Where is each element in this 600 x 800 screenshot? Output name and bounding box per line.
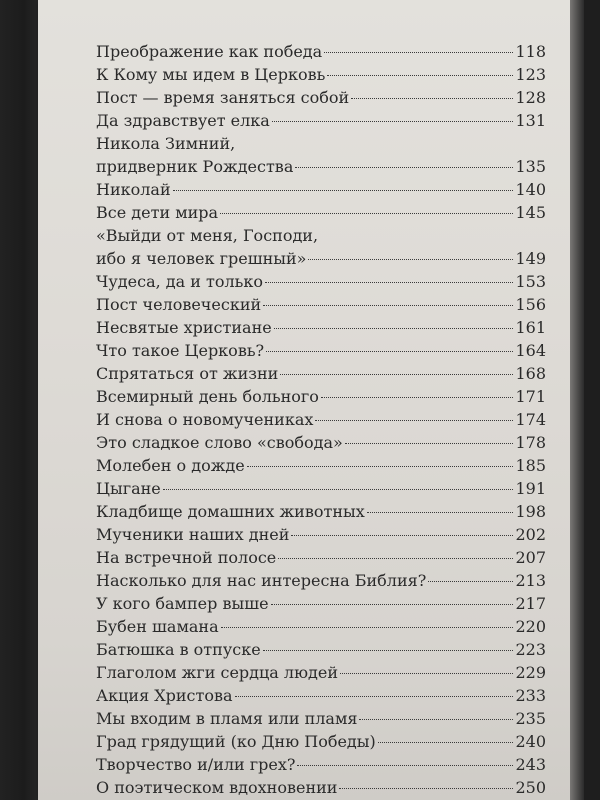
dot-leader <box>272 121 514 122</box>
toc-entry-title: Все дети мира <box>96 203 219 222</box>
toc-entry-page-number: 250 <box>515 778 546 797</box>
dot-leader <box>351 98 513 99</box>
toc-entry <box>96 615 546 638</box>
toc-entry <box>96 178 546 201</box>
toc-entry-title: Бубен шамана <box>96 617 219 636</box>
dot-leader <box>321 397 514 398</box>
toc-entry <box>96 316 546 339</box>
toc-entry-title: И снова о новомучениках <box>96 410 314 429</box>
toc-entry-page-number: 123 <box>515 65 546 84</box>
dot-leader <box>271 604 514 605</box>
toc-entry-title: Кладбище домашних животных <box>96 502 365 521</box>
toc-entry <box>96 730 546 753</box>
toc-entry-title: Николай <box>96 180 171 199</box>
toc-entry-page-number: 235 <box>515 709 546 728</box>
dot-leader <box>220 213 513 214</box>
toc-entry <box>96 500 546 523</box>
toc-entry-page-number: 229 <box>515 663 546 682</box>
toc-entry <box>96 546 546 569</box>
toc-entry <box>96 339 546 362</box>
toc-entry-title: Цыгане <box>96 479 161 498</box>
toc-entry <box>96 523 546 546</box>
toc-entry <box>96 592 546 615</box>
toc-entry-page-number: 164 <box>515 341 546 360</box>
dot-leader <box>274 328 514 329</box>
dot-leader <box>263 650 514 651</box>
toc-entry-title: Батюшка в отпуске <box>96 640 261 659</box>
toc-entry <box>96 707 546 730</box>
toc-entry <box>96 776 546 799</box>
toc-entry-title: придверник Рождества <box>96 157 294 176</box>
toc-entry-title: Никола Зимний, <box>96 134 236 153</box>
toc-entry <box>96 684 546 707</box>
toc-entry-title: «Выйди от меня, Господи, <box>96 226 319 245</box>
toc-entry-title: Глаголом жги сердца людей <box>96 663 339 682</box>
toc-entry-title: Спрятаться от жизни <box>96 364 279 383</box>
toc-entry-page-number: 156 <box>515 295 546 314</box>
toc-entry <box>96 569 546 592</box>
toc-entry <box>96 408 546 431</box>
toc-entry <box>96 661 546 684</box>
dot-leader <box>359 719 513 720</box>
toc-entry <box>96 431 546 454</box>
toc-entry-page-number: 213 <box>515 571 546 590</box>
toc-entry-page-number: 207 <box>515 548 546 567</box>
toc-entry-page-number: 168 <box>515 364 546 383</box>
toc-entry-page-number: 240 <box>515 732 546 751</box>
toc-entry <box>96 247 546 270</box>
toc-entry-title: Творчество и/или грех? <box>96 755 296 774</box>
toc-entry-title: ибо я человек грешный» <box>96 249 307 268</box>
toc-entry-page-number: 128 <box>515 88 546 107</box>
dot-leader <box>263 305 513 306</box>
toc-entry <box>96 293 546 316</box>
toc-entry-title: Молебен о дожде <box>96 456 245 475</box>
toc-entry-title: Пост — время заняться собой <box>96 88 350 107</box>
table-of-contents <box>96 40 546 799</box>
toc-entry-page-number: 185 <box>515 456 546 475</box>
dot-leader <box>367 512 514 513</box>
toc-entry-title: На встречной полосе <box>96 548 277 567</box>
toc-entry-title: К Кому мы идем в Церковь <box>96 65 326 84</box>
toc-entry-page-number: 140 <box>515 180 546 199</box>
toc-entry-page-number: 118 <box>515 42 546 61</box>
toc-entry-page-number: 161 <box>515 318 546 337</box>
dot-leader <box>340 673 513 674</box>
toc-entry-page-number: 149 <box>515 249 546 268</box>
toc-entry-page-number: 198 <box>515 502 546 521</box>
toc-entry-page-number: 243 <box>515 755 546 774</box>
toc-entry <box>96 132 546 155</box>
toc-entry <box>96 40 546 63</box>
dot-leader <box>297 765 513 766</box>
toc-entry <box>96 155 546 178</box>
toc-entry <box>96 362 546 385</box>
toc-entry-page-number: 153 <box>515 272 546 291</box>
toc-entry <box>96 201 546 224</box>
toc-entry-title: Всемирный день больного <box>96 387 319 406</box>
toc-entry <box>96 753 546 776</box>
toc-entry <box>96 86 546 109</box>
book-page <box>38 0 570 800</box>
toc-entry-title: Мы входим в пламя или пламя <box>96 709 358 728</box>
toc-entry-page-number: 233 <box>515 686 546 705</box>
toc-entry-title: Да здравствует елка <box>96 111 270 130</box>
toc-entry-page-number: 174 <box>515 410 546 429</box>
dot-leader <box>295 167 513 168</box>
dot-leader <box>221 627 514 628</box>
toc-entry-page-number: 131 <box>515 111 546 130</box>
toc-entry-title: О поэтическом вдохновении <box>96 778 338 797</box>
toc-entry-page-number: 220 <box>515 617 546 636</box>
toc-entry-page-number: 178 <box>515 433 546 452</box>
toc-entry-page-number: 135 <box>515 157 546 176</box>
dot-leader <box>291 535 513 536</box>
dot-leader <box>266 351 513 352</box>
toc-entry <box>96 477 546 500</box>
toc-entry-page-number: 217 <box>515 594 546 613</box>
toc-entry-title: Насколько для нас интересна Библия? <box>96 571 427 590</box>
dot-leader <box>247 466 514 467</box>
dot-leader <box>280 374 513 375</box>
dot-leader <box>339 788 513 789</box>
toc-entry <box>96 270 546 293</box>
toc-entry-title: Мученики наших дней <box>96 525 290 544</box>
dot-leader <box>428 581 513 582</box>
toc-entry-page-number: 145 <box>515 203 546 222</box>
dot-leader <box>173 190 514 191</box>
dot-leader <box>278 558 513 559</box>
dot-leader <box>265 282 513 283</box>
toc-entry <box>96 454 546 477</box>
toc-entry <box>96 385 546 408</box>
toc-entry <box>96 109 546 132</box>
toc-entry-page-number: 223 <box>515 640 546 659</box>
toc-entry-title: Чудеса, да и только <box>96 272 263 291</box>
toc-entry <box>96 63 546 86</box>
toc-entry-page-number: 191 <box>515 479 546 498</box>
toc-entry <box>96 638 546 661</box>
toc-entry <box>96 224 546 247</box>
toc-entry-title: Пост человеческий <box>96 295 262 314</box>
dot-leader <box>163 489 514 490</box>
dot-leader <box>324 52 513 53</box>
toc-entry-title: Это сладкое слово «свобода» <box>96 433 343 452</box>
toc-entry-title: Что такое Церковь? <box>96 341 265 360</box>
toc-entry-title: Несвятые христиане <box>96 318 272 337</box>
dot-leader <box>378 742 514 743</box>
toc-entry-title: Град грядущий (ко Дню Победы) <box>96 732 376 751</box>
toc-entry-page-number: 171 <box>515 387 546 406</box>
toc-entry-title: Преображение как победа <box>96 42 323 61</box>
toc-entry-title: У кого бампер выше <box>96 594 269 613</box>
dot-leader <box>235 696 514 697</box>
dot-leader <box>315 420 513 421</box>
dot-leader <box>327 75 513 76</box>
toc-entry-title: Акция Христова <box>96 686 233 705</box>
toc-entry-page-number: 202 <box>515 525 546 544</box>
dot-leader <box>308 259 513 260</box>
dot-leader <box>345 443 514 444</box>
